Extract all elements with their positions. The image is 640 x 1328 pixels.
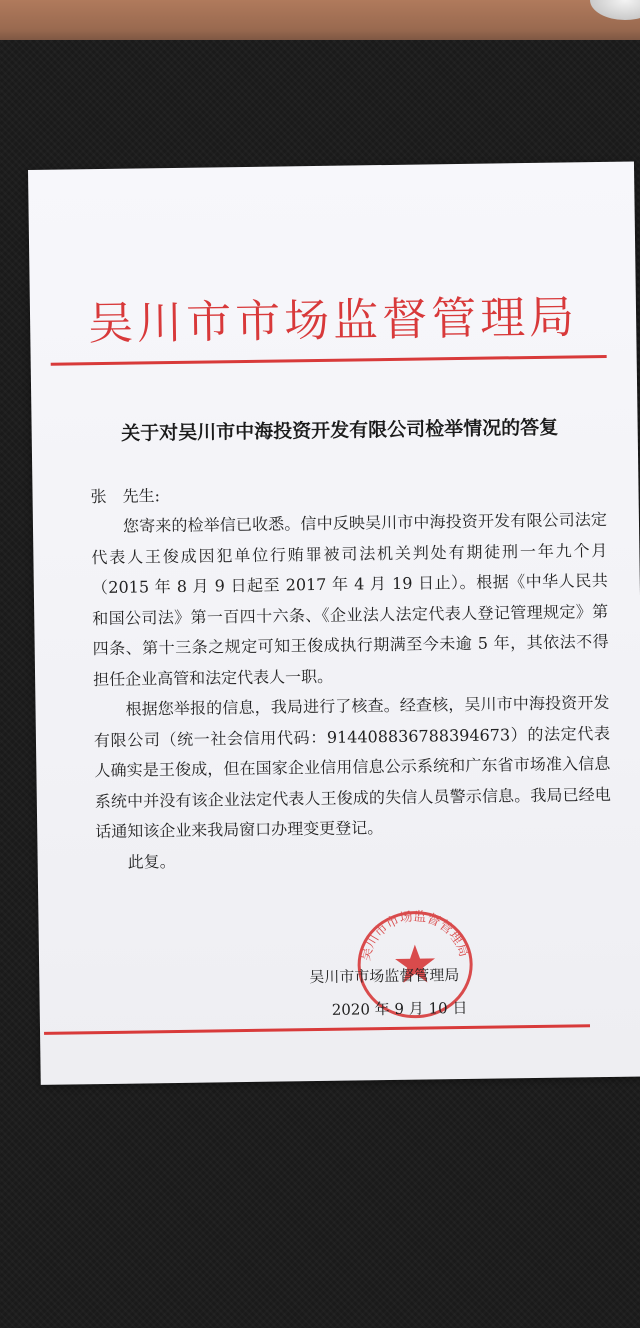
seal-text: 吴川市市场监督管理局 — [358, 909, 472, 963]
salutation — [90, 483, 160, 507]
recipient-name-obscured — [106, 487, 122, 506]
paragraph-2: 根据您举报的信息，我局进行了核查。经查核，吴川市中海投资开发有限公司（统一社会信用代码：914408836788394673）的法定代表人确实是王俊成，但在国家企业信用信息公示系统和广东省市场准入信息系统中并没有该企业法定代表人王俊成的失信人员警示信息。我局已经电话通知该企业来我局窗口办理变更登记。 — [93, 692, 611, 842]
footer-rule — [44, 1024, 590, 1035]
letterhead-rule — [51, 355, 607, 366]
paragraph-3: 此复。 — [127, 851, 176, 872]
signature-date: 2020 年 9 月 10 日 — [331, 998, 468, 1019]
paragraph-1: 您寄来的检举信已收悉。信中反映吴川市中海投资开发有限公司法定代表人王俊成因犯单位行贿罪被司法机关判处有期徒刑一年九个月（2015 年 8 月 9 日起至 2017 年 4 月 19 日止）。根据《中华人民共和国公司法》第一百四十六条、《企业法人法定代表人登记管理规定》第四条、第十三条之规定可知王俊成执行期满至今未逾 5 年，其依法不得担任企业高管和法定代表人一职。 — [91, 509, 609, 689]
document-title: 关于对吴川市中海投资开发有限公司检举情况的答复 — [121, 416, 559, 445]
letter-paper — [28, 162, 640, 1085]
signature-authority: 吴川市市场监督管理局 — [309, 966, 460, 987]
recipient-name: 张 — [90, 486, 107, 507]
recipient-suffix: 先生: — [122, 486, 161, 506]
letterhead-title: 吴川市市场监督管理局 — [87, 290, 579, 351]
letter-body — [91, 505, 612, 878]
